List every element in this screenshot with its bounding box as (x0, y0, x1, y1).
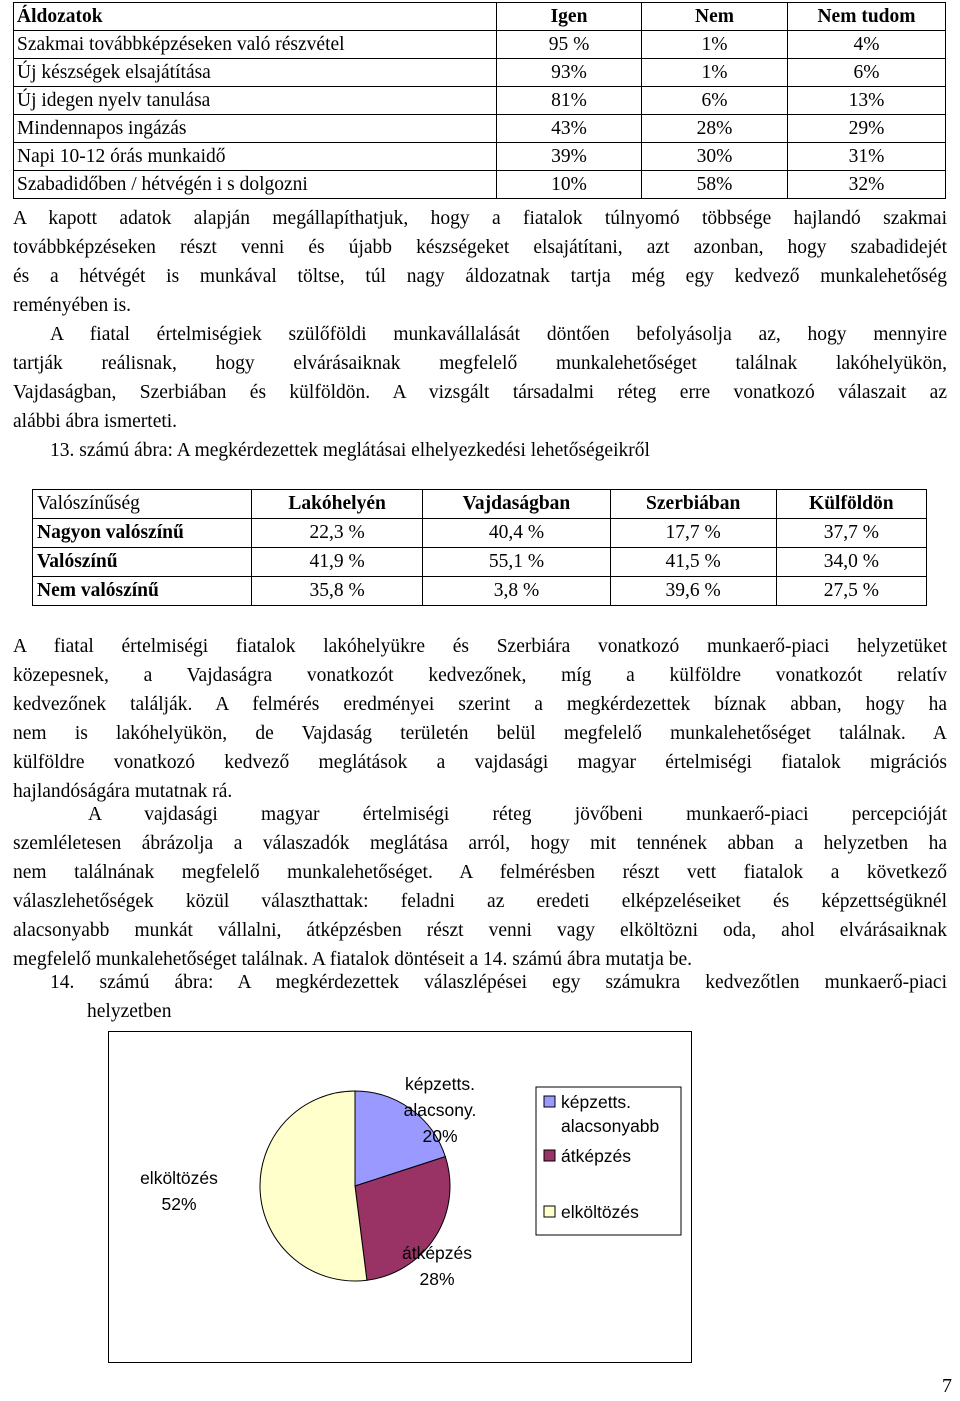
table-cell: 17,7 % (610, 519, 776, 548)
legend-label: alacsonyabb (561, 1116, 660, 1136)
pie-chart-frame (108, 1031, 692, 1363)
table-cell: 32% (788, 171, 946, 199)
text-line: továbbképzéseken részt venni és újabb készségeket elsajátítani, azt azonban, hogy szabadidejét (13, 237, 947, 258)
table-cell: 4% (788, 31, 946, 59)
text-line: alábbi ábra ismerteti. (13, 411, 178, 432)
table-row (14, 31, 946, 59)
table-cell: 10% (497, 171, 642, 199)
header-cell: Nem (642, 3, 788, 31)
table-cell: 13% (788, 87, 946, 115)
row-header-cell: Nagyon valószínű (33, 519, 252, 548)
table-cell: 35,8 % (252, 577, 423, 606)
text-line: és a hétvégét is munkával töltse, túl nagy áldozatnak tartja még egy kedvező munkalehetőség (13, 266, 947, 287)
text-line: A fiatal értelmiségi fiatalok lakóhelyükre és Szerbiára vonatkozó munkaerő-piaci helyzetüket (13, 636, 947, 657)
text-line: A kapott adatok alapján megállapíthatjuk, hogy a fiatalok túlnyomó többsége hajlandó szakmai (13, 208, 947, 229)
slice-name-label: képzetts. (404, 1074, 476, 1094)
paragraph-perception (13, 320, 947, 436)
table-cell: 27,5 % (776, 577, 926, 606)
table-cell: 3,8 % (423, 577, 611, 606)
header-cell: Szerbiában (610, 490, 776, 519)
likelihood-table (32, 489, 927, 606)
table-cell: 41,9 % (252, 548, 423, 577)
table-row (14, 143, 946, 171)
figure-13-caption: 13. számú ábra: A megkérdezettek meglátásai elhelyezkedési lehetőségeikről (50, 440, 650, 461)
text-line: A fiatal értelmiségiek szülőföldi munkavállalását döntően befolyásolja az, hogy mennyire (50, 324, 947, 345)
table-cell: 55,1 % (423, 548, 611, 577)
text-line: kedvezőnek találják. A felmérés eredményei szerint a megkérdezettek bíznak abban, hogy ha (13, 694, 947, 715)
table-cell: Új készségek elsajátítása (14, 59, 497, 87)
table-cell: Szabadidőben / hétvégén i s dolgozni (14, 171, 497, 199)
table-cell: 43% (497, 115, 642, 143)
header-cell: Külföldön (776, 490, 926, 519)
text-line: külföldre vonatkozó kedvező meglátások a vajdasági magyar értelmiségi fiatalok migrációs (13, 752, 947, 773)
slice-name-label: elköltözés (140, 1168, 218, 1188)
header-cell: Áldozatok (14, 3, 497, 31)
slice-value-label: 52% (161, 1194, 197, 1214)
slice-value-label: 20% (422, 1126, 458, 1146)
text-line: nem találnának megfelelő munkalehetőséget. A felmérésben részt vett fiatalok a következő (13, 862, 947, 883)
legend-swatch (544, 1096, 555, 1107)
table-cell: Szakmai továbbképzéseken való részvétel (14, 31, 497, 59)
table-cell: 22,3 % (252, 519, 423, 548)
table-cell: 93% (497, 59, 642, 87)
table-cell: 28% (642, 115, 788, 143)
table-cell: 31% (788, 143, 946, 171)
slice-name-label: alacsony. (403, 1100, 477, 1120)
table-cell: 6% (788, 59, 946, 87)
text-line: közepesnek, a Vajdaságra vonatkozót kedvezőnek, míg a külföldre vonatkozót relatív (13, 665, 947, 686)
table-cell: 37,7 % (776, 519, 926, 548)
legend-swatch (544, 1206, 555, 1217)
caption-line: helyzetben (87, 1001, 172, 1022)
header-cell: Vajdaságban (423, 490, 611, 519)
header-cell: Nem tudom (788, 3, 946, 31)
table-cell: 34,0 % (776, 548, 926, 577)
table-row (14, 59, 946, 87)
text-line: Vajdaságban, Szerbiában és külföldön. A vizsgált társadalmi réteg erre vonatkozó válaszait az (13, 382, 947, 403)
header-cell: Valószínűség (33, 490, 252, 519)
header-cell: Lakóhelyén (252, 490, 423, 519)
table-cell: 1% (642, 31, 788, 59)
table-cell: 1% (642, 59, 788, 87)
page-number: 7 (942, 1375, 952, 1397)
table-cell: 29% (788, 115, 946, 143)
text-line: alacsonyabb munkát vállalni, átképzésben részt venni vagy elköltözni oda, ahol elvárásaiknak (13, 920, 947, 941)
table-row (14, 115, 946, 143)
text-line: A vajdasági magyar értelmiségi réteg jövőbeni munkaerő-piaci percepcióját (88, 804, 947, 825)
text-line: válaszlehetőségek közül választhattak: feladni az eredeti elképzeléseiket és képzettségüknél (13, 891, 947, 912)
text-line: tartják reálisnak, hogy elvárásaiknak megfelelő munkalehetőséget találnak lakóhelyükön, (13, 353, 947, 374)
paragraph-analysis (13, 632, 947, 806)
table-row (14, 171, 946, 199)
table-header-row (33, 490, 927, 519)
table-cell: 40,4 % (423, 519, 611, 548)
row-header-cell: Valószínű (33, 548, 252, 577)
table-cell: 39,6 % (610, 577, 776, 606)
table-cell: 30% (642, 143, 788, 171)
paragraph-choices (13, 800, 947, 974)
table-cell: 95 % (497, 31, 642, 59)
table-row (33, 519, 927, 548)
table-row (14, 87, 946, 115)
table-cell: 81% (497, 87, 642, 115)
table-cell: Mindennapos ingázás (14, 115, 497, 143)
legend-label: átképzés (561, 1146, 632, 1166)
legend-swatch (544, 1150, 555, 1161)
text-line: nem is lakóhelyükön, de Vajdaság területén belül megfelelő munkalehetőséget találnak. A (13, 723, 947, 744)
legend-label: képzetts. (561, 1092, 632, 1112)
pie-chart (109, 1032, 691, 1362)
slice-name-label: átképzés (401, 1243, 473, 1263)
table-cell: Új idegen nyelv tanulása (14, 87, 497, 115)
figure-14-caption (50, 968, 947, 1026)
text-line: megfelelő munkalehetőséget találnak. A fiatalok döntéseit a 14. számú ábra mutatja be. (13, 949, 693, 970)
table-header-row (14, 3, 946, 31)
text-line: szemléletesen ábrázolja a válaszadók meglátása arról, hogy mit tennének abban a helyzetben ha (13, 833, 947, 854)
sacrifices-table (13, 2, 946, 199)
table-row (33, 548, 927, 577)
text-line: hajlandóságára mutatnak rá. (13, 781, 233, 802)
slice-value-label: 28% (419, 1269, 455, 1289)
table-cell: 58% (642, 171, 788, 199)
table-cell: 41,5 % (610, 548, 776, 577)
table-cell: Napi 10-12 órás munkaidő (14, 143, 497, 171)
table-cell: 39% (497, 143, 642, 171)
paragraph-conclusion (13, 204, 947, 320)
caption-line: 14. számú ábra: A megkérdezettek válaszlépései egy számukra kedvezőtlen munkaerő-piaci (50, 972, 947, 993)
header-cell: Igen (497, 3, 642, 31)
row-header-cell: Nem valószínű (33, 577, 252, 606)
pie-slice-elk-lt-z-s (260, 1091, 367, 1281)
table-row (33, 577, 927, 606)
text-line: reményében is. (13, 295, 132, 316)
legend-label: elköltözés (561, 1202, 639, 1222)
table-cell: 6% (642, 87, 788, 115)
